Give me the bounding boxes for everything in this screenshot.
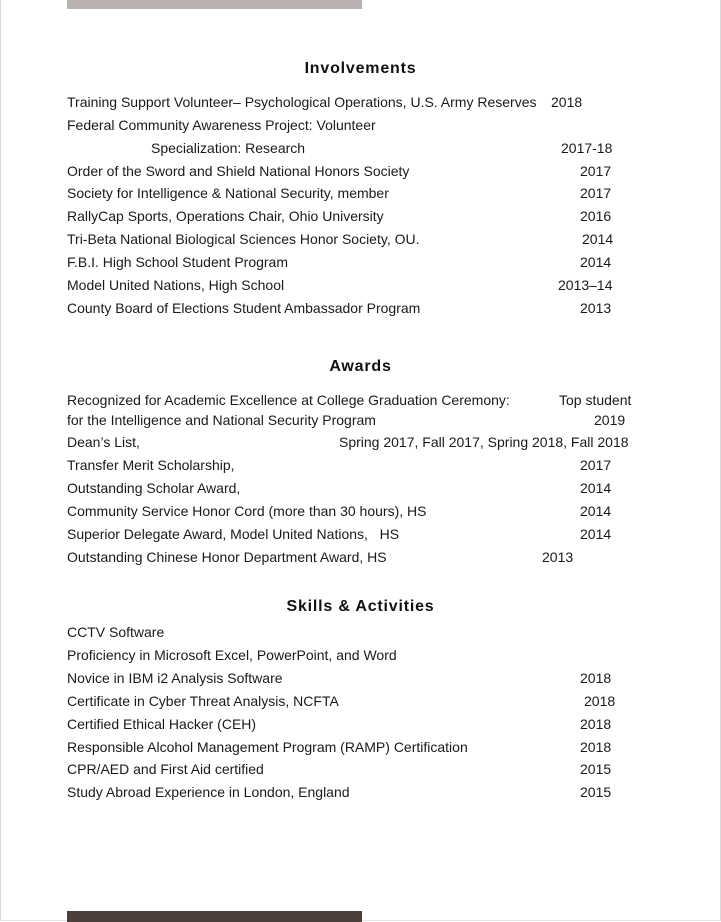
item-year: 2019: [594, 412, 626, 428]
item-year: 2014: [580, 503, 612, 519]
item-label: CCTV Software: [67, 624, 165, 640]
list-item: [0, 668, 721, 688]
item-label: Specialization: Research: [151, 140, 306, 156]
list-item: [0, 547, 721, 567]
list-item: [0, 390, 721, 410]
item-label: Superior Delegate Award, Model United Nations, HS: [67, 526, 400, 542]
item-year: 2016: [580, 208, 612, 224]
list-item: [0, 782, 721, 802]
list-item: [0, 691, 721, 711]
item-year: 2018: [580, 670, 612, 686]
item-label: Outstanding Chinese Honor Department Award, HS: [67, 549, 387, 565]
list-item: [0, 645, 721, 665]
item-year: 2017: [580, 185, 612, 201]
skills-heading: Skills & Activities: [286, 598, 435, 615]
item-year: 2017-18: [561, 140, 613, 156]
item-label: Community Service Honor Cord (more than 30 hours), HS: [67, 503, 427, 519]
list-item: [0, 622, 721, 642]
item-label: Dean’s List,: [67, 434, 140, 450]
list-item: [0, 478, 721, 498]
item-label: Model United Nations, High School: [67, 277, 285, 293]
item-label: Study Abroad Experience in London, England: [67, 784, 350, 800]
list-item: [0, 737, 721, 757]
item-label: Certified Ethical Hacker (CEH): [67, 716, 257, 732]
list-item: [0, 252, 721, 272]
list-item: [0, 161, 721, 181]
list-item: [0, 206, 721, 226]
item-year: 2013: [580, 300, 612, 316]
item-label: Transfer Merit Scholarship,: [67, 457, 235, 473]
list-item: [0, 92, 721, 112]
item-label: Outstanding Scholar Award,: [67, 480, 241, 496]
list-item: [0, 501, 721, 521]
item-year: 2013: [542, 549, 574, 565]
item-year: 2018: [580, 716, 612, 732]
item-year: 2014: [582, 231, 614, 247]
item-label: Responsible Alcohol Management Program (RAMP) Certification: [67, 739, 468, 755]
item-label: F.B.I. High School Student Program: [67, 254, 288, 270]
list-item: [0, 410, 721, 430]
list-item: [0, 432, 721, 452]
item-label: RallyCap Sports, Operations Chair, Ohio University: [67, 208, 384, 224]
item-label: Society for Intelligence & National Security, member: [67, 185, 389, 201]
list-item: [0, 524, 721, 544]
item-year: 2018: [551, 94, 583, 110]
item-year: Spring 2017, Fall 2017, Spring 2018, Fall 2018: [339, 434, 629, 450]
item-label: Federal Community Awareness Project: Volunteer: [67, 117, 376, 133]
awards-heading: Awards: [329, 358, 392, 375]
list-item: [0, 183, 721, 203]
footer-accent-bar: [67, 911, 362, 922]
item-year: 2018: [580, 739, 612, 755]
list-item: [0, 115, 721, 135]
header-accent-bar: [67, 0, 362, 9]
item-year: 2014: [580, 480, 612, 496]
item-label: CPR/AED and First Aid certified: [67, 761, 264, 777]
involvements-heading: Involvements: [304, 60, 417, 77]
item-year: 2014: [580, 526, 612, 542]
item-label: Tri-Beta National Biological Sciences Honor Society, OU.: [67, 231, 420, 247]
item-label: for the Intelligence and National Security Program: [67, 412, 376, 428]
item-label: Proficiency in Microsoft Excel, PowerPoint, and Word: [67, 647, 397, 663]
item-year: 2017: [580, 163, 612, 179]
list-item: [0, 298, 721, 318]
item-label: Certificate in Cyber Threat Analysis, NCFTA: [67, 693, 339, 709]
list-item: [0, 714, 721, 734]
item-label: Training Support Volunteer– Psychological Operations, U.S. Army Reserves: [67, 94, 537, 110]
list-item: [0, 275, 721, 295]
list-item: [0, 138, 721, 158]
item-year: 2014: [580, 254, 612, 270]
item-year: 2013–14: [558, 277, 613, 293]
item-label: Order of the Sword and Shield National Honors Society: [67, 163, 410, 179]
item-year: Top student: [559, 392, 632, 408]
item-year: 2017: [580, 457, 612, 473]
item-year: 2015: [580, 784, 612, 800]
item-year: 2015: [580, 761, 612, 777]
item-label: Recognized for Academic Excellence at College Graduation Ceremony:: [67, 392, 510, 408]
item-label: Novice in IBM i2 Analysis Software: [67, 670, 283, 686]
item-label: County Board of Elections Student Ambassador Program: [67, 300, 421, 316]
list-item: [0, 229, 721, 249]
item-year: 2018: [584, 693, 616, 709]
list-item: [0, 455, 721, 475]
list-item: [0, 759, 721, 779]
